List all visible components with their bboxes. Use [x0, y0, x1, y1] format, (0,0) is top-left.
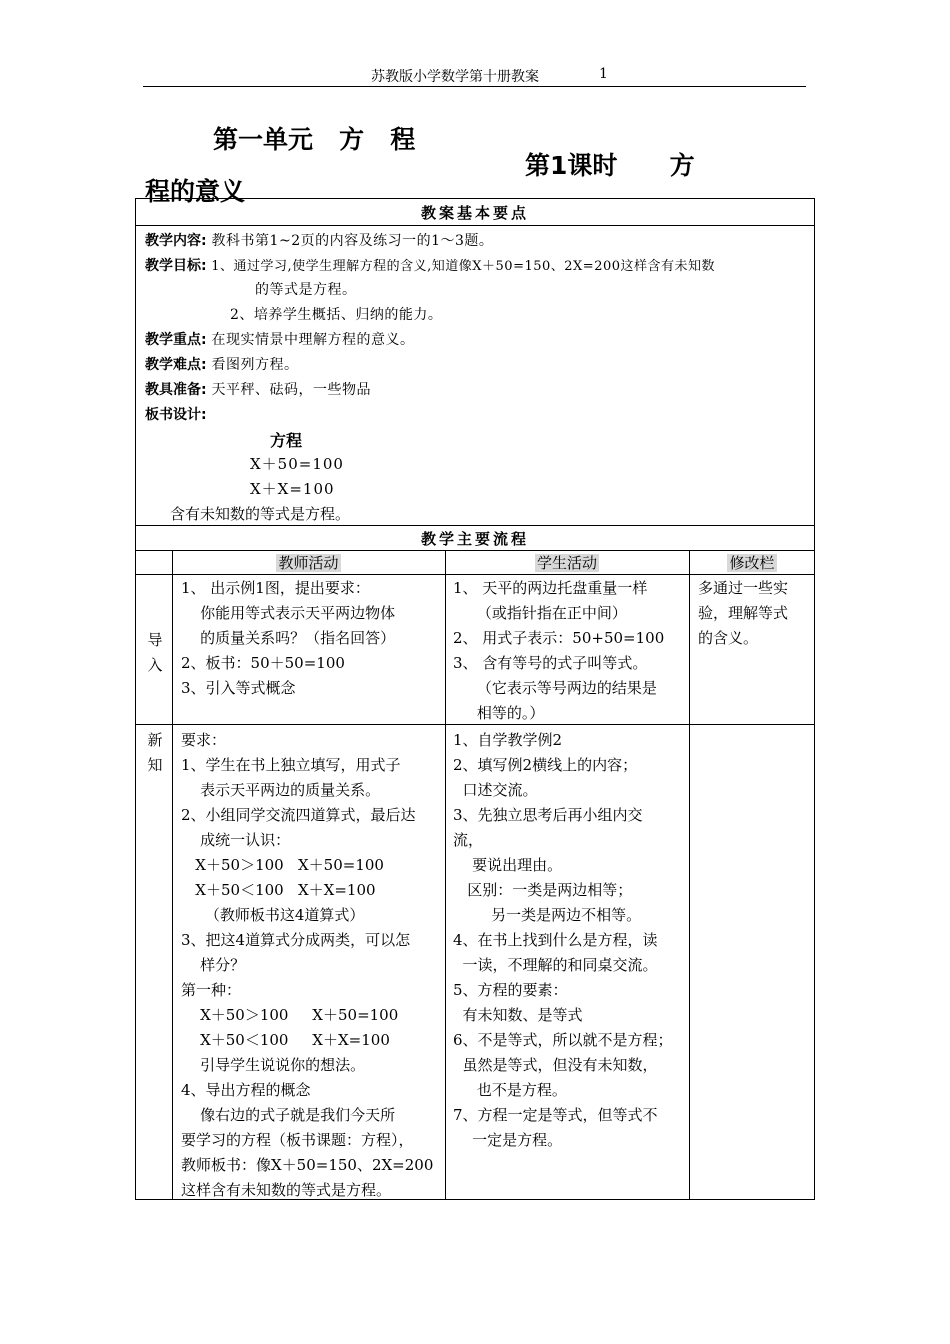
section-new-teacher: 要求： 1、学生在书上独立填写，用式子 表示天平两边的质量关系。 2、小组同学交流四道算式，最后达 成统一认识： X＋50＞100 X＋50=100 X＋50＜100 X＋X=100 （教师板书这4道算式） 3、把这4道算式分成两类，可以怎 样分？ 第一种： X＋50＞100 X＋50=100 X＋50＜100 X＋X=100 引导学生说说你的想法。 4、导出方程的概念 像右边的式子就是我们今天所 要学习的方程（板书课题：方程）， 教师板书：像X＋50=150、2X=200 这样含有未知数的等式是方程。 — [181, 731, 434, 1199]
content-row — [145, 230, 493, 250]
section-intro-student: 1、 天平的两边托盘重量一样 （或指针指在正中间） 2、 用式子表示：50+50=100 3、 含有等号的式子叫等式。 （它表示等号两边的结果是 相等的。） — [453, 579, 665, 722]
difficulty-label: 教学难点: — [145, 357, 207, 373]
board-equation-2: X＋X=100 — [250, 480, 335, 498]
section-new-student: 1、自学教学例2 2、填写例2横线上的内容； 口述交流。 3、先独立思考后再小组内交 流， 要说出理由。 区别：一类是两边相等； 另一类是两边不相等。 4、在书上找到什么是方程，读 一读，不理解的和同桌交流。 5、方程的要素： 有未知数、是等式 6、不是等式，所以就不是方程； 虽然是等式，但没有未知数， 也不是方程。 7、方程一定是等式，但等式不 一定是方程。 — [453, 731, 673, 1149]
teacher-column-label: 教师活动 — [278, 554, 339, 572]
tools-label: 教具准备: — [145, 382, 207, 398]
divider — [135, 525, 815, 526]
divider — [135, 724, 815, 725]
board-label: 板书设计: — [145, 407, 207, 423]
column-divider — [689, 550, 690, 1200]
page-number: 1 — [599, 66, 608, 82]
page-header — [143, 66, 806, 87]
focus-label: 教学重点: — [145, 332, 207, 348]
content-text: 教科书第1~2页的内容及练习一的1～3题。 — [206, 233, 494, 249]
column-divider — [172, 550, 173, 1200]
content-label: 教学内容: — [145, 233, 207, 249]
focus-row — [145, 329, 415, 349]
student-column-header — [445, 552, 689, 572]
board-row — [145, 404, 207, 424]
revise-column-label: 修改栏 — [729, 554, 775, 572]
teacher-column-header — [172, 552, 445, 572]
board-equation-1: X＋50=100 — [250, 455, 344, 473]
section-new-label: 新 知 — [147, 731, 163, 774]
section-intro-label: 导 入 — [147, 631, 163, 674]
lesson-title-continued: 程的意义 — [145, 177, 246, 206]
lesson-title: 第1课时 方 — [525, 151, 695, 180]
focus-text: 在现实情景中理解方程的意义。 — [206, 332, 415, 348]
tools-text: 天平秤、砝码，一些物品 — [206, 382, 372, 398]
section-intro-revise: 多通过一些实 验，理解等式 的含义。 — [698, 579, 789, 647]
goal-1-continued: 的等式是方程。 — [255, 282, 357, 298]
tools-row — [145, 379, 371, 399]
goal-2-text: 2、培养学生概括、归纳的能力。 — [230, 307, 443, 323]
board-note: 含有未知数的等式是方程。 — [170, 505, 351, 523]
revise-column-header — [689, 552, 815, 572]
goal-label: 教学目标: — [145, 258, 207, 274]
divider — [135, 574, 815, 575]
goal-row — [145, 255, 715, 275]
section-intro-teacher: 1、 出示例1图，提出要求： 你能用等式表示天平两边物体 的质量关系吗？（指名回答） 2、板书：50＋50=100 3、引入等式概念 — [181, 579, 396, 697]
divider — [135, 225, 815, 226]
student-column-label: 学生活动 — [536, 554, 597, 572]
difficulty-text: 看图列方程。 — [206, 357, 299, 373]
difficulty-row — [145, 354, 299, 374]
flow-heading: 教学主要流程 — [420, 530, 529, 548]
unit-title: 第一单元 方 程 — [213, 125, 416, 154]
basics-heading: 教案基本要点 — [420, 204, 529, 222]
goal-1-text: 1、通过学习,使学生理解方程的含义,知道像X＋50=150、2X=200这样含有未知数 — [206, 259, 716, 274]
divider — [135, 550, 815, 551]
column-divider — [445, 550, 446, 1200]
header-title: 苏教版小学数学第十册教案 — [371, 69, 539, 85]
board-title: 方程 — [270, 431, 303, 450]
